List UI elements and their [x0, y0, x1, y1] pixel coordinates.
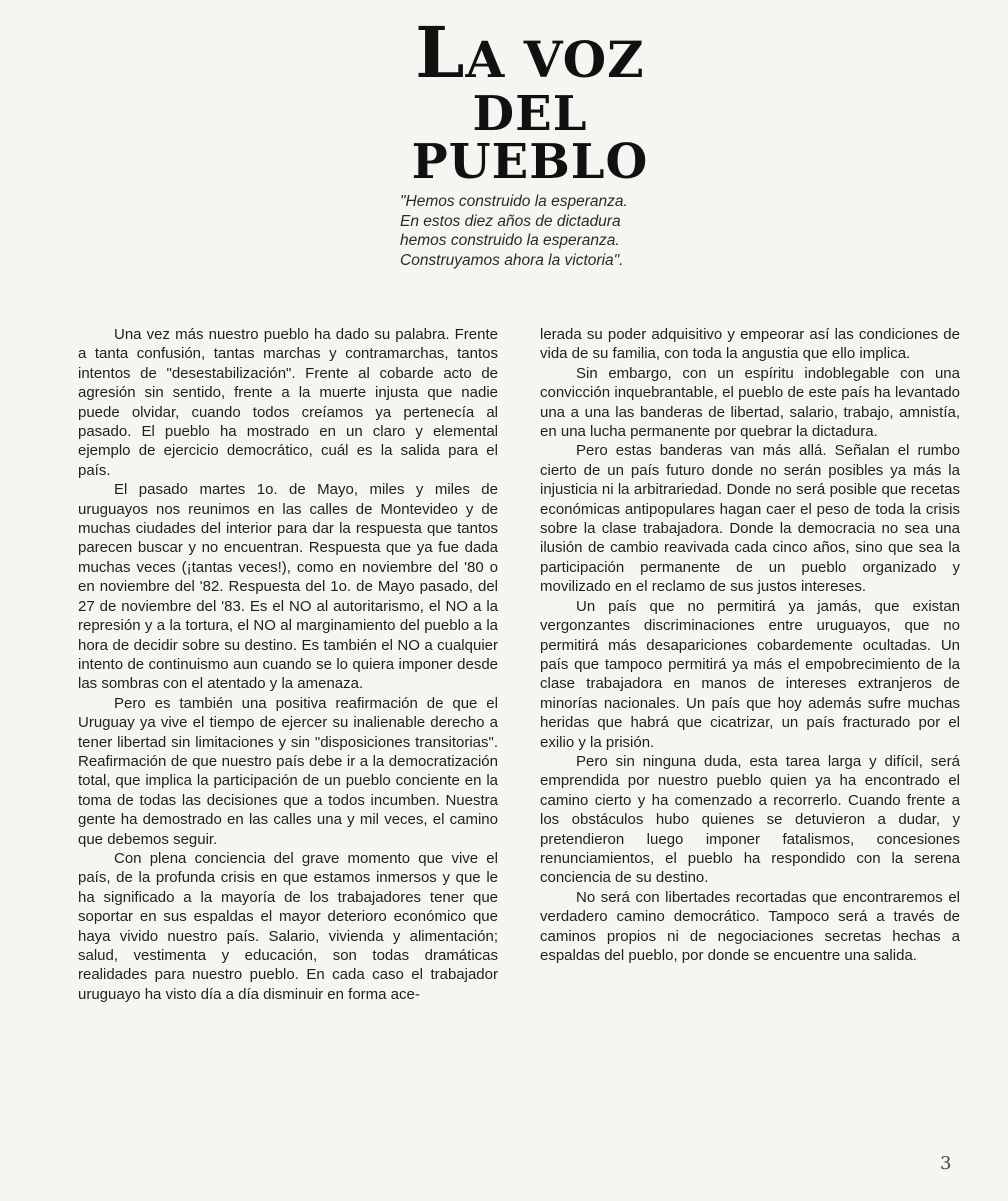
title-line-1	[380, 11, 680, 94]
page-number: 3	[940, 1153, 952, 1174]
paragraph: Con plena conciencia del grave momento que vive el país, de la profunda crisis en que estamos inmersos y que le ha significado a la mayoría de los trabajadores tener que soportar en sus espaldas el mayor deterioro económico que haya vivido nuestro país. Salario, vivienda y alimentación; salud, vestimenta y educación, son todas dramáticas realidades para nuestro pueblo. En cada caso el trabajador uruguayo ha visto día a día disminuir en forma ace-	[78, 849, 498, 1003]
title-line-2: DEL PUEBLO	[411, 86, 649, 190]
paragraph: Pero estas banderas van más allá. Señalan el rumbo cierto de un país futuro donde no serán posibles ya más la injusticia ni la arbitrariedad. Donde no será posible que recetas económicas antipopulares hagan caer el peso de toda la crisis sobre la clase trabajadora. Donde la democracia no sea una ilusión de cambio reavivada cada cinco años, sino que sea la participación permanente de un pueblo organizado y movilizado en el reclamo de sus justos intereses.	[540, 442, 960, 596]
title-drop-cap: L	[415, 11, 466, 94]
paragraph: Pero sin ninguna duda, esta tarea larga y difícil, será emprendida por nuestro pueblo quien ya ha encontrado el camino cierto y ha comenzado a recorrerlo. Cuando frente a los obstáculos hubo quienes se detuvieron a dudar, y pretendieron luego imponer fatalismos, concesiones renunciamientos, el pueblo ha respondido con la serena conciencia de su destino.	[540, 752, 960, 887]
epigraph-line: Construyamos ahora la victoria".	[400, 251, 624, 269]
paragraph: Pero es también una positiva reafirmación de que el Uruguay ya vive el tiempo de ejercer su inalienable derecho a tener libertad sin limitaciones y sin "disposiciones transitorias". Reafirmación de que nuestro país debe ir a la democratización total, que implica la participación de un pueblo conciente en la toma de todas las decisiones que a todos incumben. Nuestra gente ha demostrado en las calles una y mil veces, el camino que debemos seguir.	[78, 694, 498, 848]
paragraph-continued: lerada su poder adquisitivo y empeorar así las condiciones de vida de su familia, con toda la angustia que ello implica.	[540, 326, 960, 363]
left-column	[78, 325, 498, 1004]
paragraph: Un país que no permitirá ya jamás, que existan vergonzantes discriminaciones entre uruguayos, que no permitirá más desapariciones cobardemente ocultadas. Un país que tampoco permitirá ya más el empobrecimiento de la clase trabajadora en manos de intereses extranjeros de minorías nacionales. Un país que hoy además sufre muchas heridas que habrá que cicatrizar, un país fracturado por el exilio y la prisión.	[540, 597, 960, 751]
paragraph: Sin embargo, con un espíritu indoblegable con una convicción inquebrantable, el pueblo de este país ha levantado una a una las banderas de libertad, salario, trabajo, amnistía, en una lucha permanente por quebrar la dictadura.	[540, 364, 960, 441]
right-column	[540, 325, 960, 965]
epigraph-line: En estos diez años de dictadura	[400, 212, 621, 230]
article-title	[380, 11, 680, 190]
title-line-1-rest: A VOZ	[465, 30, 645, 89]
paragraph: Una vez más nuestro pueblo ha dado su palabra. Frente a tanta confusión, tantas marchas y contramarchas, tantos intentos de "desestabilización". Frente al cobarde acto de agresión sin sentido, frente a la muerte injusta que nadie puede olvidar, cuando todos creíamos ya pertenecía al pasado. El pueblo ha mostrado en un claro y elemental ejemplo de ejercicio democrático, cuál es la salida para el país.	[78, 326, 498, 479]
paragraph: El pasado martes 1o. de Mayo, miles y miles de uruguayos nos reunimos en las calles de Montevideo y de muchas ciudades del interior para dar la respuesta que tantos parecen buscar y no encuentran. Respuesta que ya fue dada muchas veces (¡tantas veces!), como en noviembre del '80 o en noviembre del '82. Respuesta del 1o. de Mayo pasado, del 27 de noviembre del '83. Es el NO al autoritarismo, el NO a la represión y a la tortura, el NO al marginamiento del pueblo a la hora de decidir sobre su destino. Es también el NO a cualquier intento de continuismo aun cuando se lo quiera imponer desde las sombras con el atentado y la amenaza.	[78, 481, 498, 693]
epigraph-quote	[400, 192, 700, 270]
epigraph-line: hemos construido la esperanza.	[400, 232, 620, 249]
paragraph: No será con libertades recortadas que encontraremos el verdadero camino democrático. Tampoco será a través de caminos propios ni de negociaciones secretas hechas a espaldas del pueblo, por donde se encuentre una salida.	[540, 888, 960, 964]
epigraph-line: "Hemos construido la esperanza.	[400, 193, 628, 210]
